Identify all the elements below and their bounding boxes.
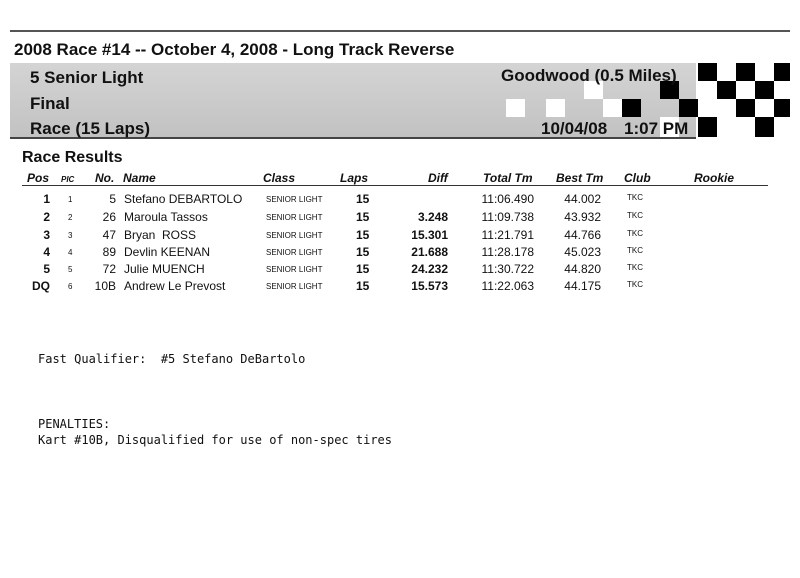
no-cell: 72 <box>102 262 116 276</box>
pos-cell: 3 <box>43 228 50 242</box>
name-cell: Julie MUENCH <box>124 262 205 276</box>
club-cell: TKC <box>627 193 643 202</box>
best-cell: 44.766 <box>564 228 601 242</box>
diff-cell: 15.573 <box>411 279 448 293</box>
top-rule <box>10 30 790 32</box>
club-cell: TKC <box>627 263 643 272</box>
pic-cell: 6 <box>68 282 73 291</box>
name-cell: Maroula Tassos <box>124 210 208 224</box>
name-cell: Andrew Le Prevost <box>124 279 226 293</box>
col-best: Best Tm <box>556 171 604 185</box>
no-cell: 47 <box>102 228 116 242</box>
col-class: Class <box>263 171 296 185</box>
club-cell: TKC <box>627 246 643 255</box>
total-cell: 11:21.791 <box>481 228 534 242</box>
penalty-line: Kart #10B, Disqualified for use of non-spec tires <box>38 433 393 447</box>
pos-cell: DQ <box>32 279 50 293</box>
pic-cell: 2 <box>68 213 73 222</box>
class-cell: SENIOR LIGHT <box>266 213 323 222</box>
no-cell: 10B <box>94 279 116 293</box>
race-name: Race (15 Laps) <box>30 119 150 138</box>
track-name: Goodwood (0.5 Miles) <box>501 66 677 85</box>
class-cell: SENIOR LIGHT <box>266 231 323 240</box>
total-cell: 11:06.490 <box>481 192 534 206</box>
pic-cell: 4 <box>68 248 73 257</box>
fast-qualifier-note: Fast Qualifier: #5 Stefano DeBartolo <box>38 352 306 366</box>
class-name: 5 Senior Light <box>30 68 144 87</box>
name-cell: Devlin KEENAN <box>124 245 211 259</box>
no-cell: 89 <box>102 245 116 259</box>
club-cell: TKC <box>627 280 643 289</box>
class-cell: SENIOR LIGHT <box>266 282 323 291</box>
pos-cell: 5 <box>43 262 50 276</box>
laps-cell: 15 <box>356 192 370 206</box>
pos-cell: 4 <box>43 245 50 259</box>
best-cell: 44.175 <box>564 279 601 293</box>
session-name: Final <box>30 94 70 113</box>
col-total: Total Tm <box>483 171 533 185</box>
col-name: Name <box>123 171 156 185</box>
class-cell: SENIOR LIGHT <box>266 265 323 274</box>
best-cell: 44.820 <box>564 262 601 276</box>
total-cell: 11:30.722 <box>481 262 534 276</box>
pic-cell: 3 <box>68 231 73 240</box>
page-title: 2008 Race #14 -- October 4, 2008 - Long Track Reverse <box>14 40 455 59</box>
name-cell: Bryan ROSS <box>124 228 197 242</box>
col-no: No. <box>95 171 115 185</box>
penalties-title: PENALTIES: <box>38 417 111 431</box>
laps-cell: 15 <box>356 210 370 224</box>
col-laps: Laps <box>340 171 369 185</box>
pos-cell: 1 <box>43 192 50 206</box>
class-cell: SENIOR LIGHT <box>266 248 323 257</box>
name-cell: Stefano DEBARTOLO <box>124 192 243 206</box>
diff-cell: 24.232 <box>411 262 448 276</box>
laps-cell: 15 <box>356 279 370 293</box>
laps-cell: 15 <box>356 262 370 276</box>
total-cell: 11:22.063 <box>481 279 534 293</box>
col-pos: Pos <box>27 171 50 185</box>
best-cell: 44.002 <box>564 192 601 206</box>
total-cell: 11:28.178 <box>481 245 534 259</box>
pic-cell: 5 <box>68 265 73 274</box>
total-cell: 11:09.738 <box>481 210 534 224</box>
col-pic: PIC <box>61 175 75 184</box>
best-cell: 45.023 <box>564 245 601 259</box>
race-date: 10/04/08 <box>541 119 608 138</box>
pos-cell: 2 <box>43 210 50 224</box>
class-cell: SENIOR LIGHT <box>266 195 323 204</box>
pic-cell: 1 <box>68 195 73 204</box>
diff-cell: 3.248 <box>417 210 448 224</box>
diff-cell: 15.301 <box>411 228 448 242</box>
club-cell: TKC <box>627 229 643 238</box>
no-cell: 26 <box>102 210 116 224</box>
laps-cell: 15 <box>356 228 370 242</box>
best-cell: 43.932 <box>564 210 601 224</box>
col-diff: Diff <box>428 171 448 185</box>
col-rookie: Rookie <box>694 171 735 185</box>
club-cell: TKC <box>627 211 643 220</box>
no-cell: 5 <box>109 192 116 206</box>
laps-cell: 15 <box>356 245 370 259</box>
diff-cell: 21.688 <box>411 245 448 259</box>
race-time: 1:07 PM <box>624 119 689 138</box>
header-rule <box>22 185 768 186</box>
section-title: Race Results <box>22 149 123 166</box>
col-club: Club <box>624 171 651 185</box>
